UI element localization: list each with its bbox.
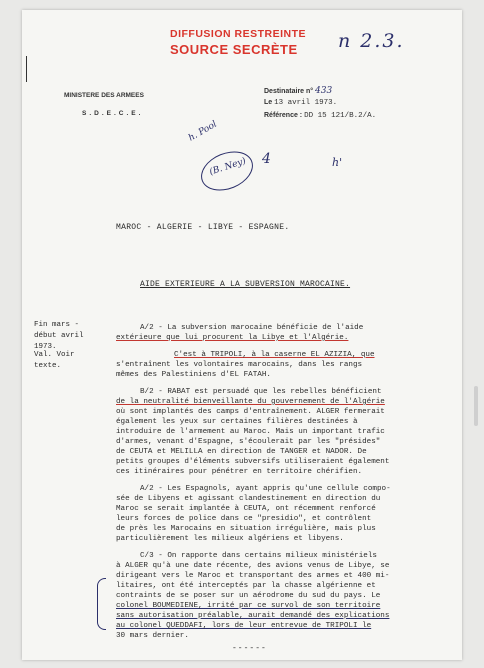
margin-date-line: début avril [34, 332, 84, 340]
underlined-line: extérieure que lui procurent la Libye et l'Algérie. [116, 334, 349, 342]
margin-valuation [34, 350, 75, 372]
date-prefix: Le [264, 99, 273, 106]
body-line: mêmes des Palestiniens d'EL FATAH. [116, 371, 271, 379]
subject-line: MAROC - ALGERIE - LIBYE - ESPAGNE. [116, 223, 290, 232]
body-line [116, 611, 389, 621]
margin-mark [26, 56, 27, 82]
body-line: B/2 - RABAT est persuadé que les rebelles bénéficient [140, 388, 382, 396]
underlined-line: au colonel QUEDDAFI, lors de leur entrevue de TRIPOLI le [116, 622, 372, 630]
body-line: d'armes, venant d'Espagne, s'écoulerait par les "présides" [116, 438, 381, 446]
reference-value: DD 15 121/B.2/A. [304, 112, 377, 120]
body-line: Maroc se serait implantée à CEUTA, ont récemment renforcé [116, 505, 376, 513]
body-line: 30 mars dernier. [116, 632, 189, 640]
body-line: particulièrement les milieux algériens et libyens. [116, 535, 344, 543]
body-line: de CEUTA et MELILLA en direction de TANGER et NADOR. De [116, 448, 367, 456]
body-line: à ALGER qu'à une date récente, des avions venus de Libye, se [116, 562, 390, 570]
body-line: A/2 - Les Espagnols, ayant appris qu'une cellule compo- [140, 485, 391, 493]
body-line: leurs forces de police dans ce "presidio", et contrôlent [116, 515, 372, 523]
underlined-line: colonel BOUMEDIENE, irrité par ce survol de son territoire [116, 602, 381, 610]
underlined-line: de la neutralité bienveillante du gouvernement de l'Algérie [116, 398, 385, 406]
destinataire-label: Destinataire n° [264, 88, 314, 95]
body-line: C/3 - On rapporte dans certains milieux ministériels [140, 552, 377, 560]
handwritten-reference: n 2.3. [338, 30, 405, 52]
body-line [116, 621, 371, 631]
body-line: s'entraînent les volontaires marocains, dans les rangs [116, 361, 363, 369]
handwritten-note-1: h. Pool [187, 119, 219, 144]
scrollbar-thumb[interactable] [474, 386, 478, 426]
body-line: contraints de se poser sur un aérodrome du sud du pays. Le [116, 592, 381, 600]
body-line: également les yeux sur certaines filières destinées à [116, 418, 358, 426]
date-value: 13 avril 1973. [274, 99, 338, 107]
body-line: de près les Marocains en situation irrégulière, mais plus [116, 525, 376, 533]
underlined-line: C'est à TRIPOLI, à la caserne EL AZIZIA, que [174, 351, 375, 359]
closing-dashes: ------ [232, 644, 267, 653]
body-line: A/2 - La subversion marocaine bénéficie de l'aide [140, 324, 364, 332]
body-line [116, 601, 380, 611]
margin-date-line: 1973. [34, 343, 57, 351]
margin-date [34, 320, 84, 353]
body-line [174, 350, 375, 360]
margin-val-line: Val. Voir [34, 351, 75, 359]
source-stamp: SOURCE SECRÈTE [170, 42, 298, 57]
reference-label: Référence : [264, 112, 303, 119]
service-name: S.D.E.C.E. [82, 110, 144, 117]
handwritten-note-2: (B. Ney) [208, 156, 248, 178]
body-line: où sont implantés des camps d'entraînement. ALGER fermerait [116, 408, 385, 416]
date-line [264, 99, 337, 107]
underlined-line: sans autorisation préalable, aurait demandé des explications [116, 612, 390, 620]
destinataire-line [264, 86, 332, 96]
document-heading: AIDE EXTERIEURE A LA SUBVERSION MAROCAINE. [140, 280, 351, 289]
body-line: introduire de l'armement au Maroc. Mais un important trafic [116, 428, 385, 436]
body-line [116, 397, 385, 407]
handwritten-note-4: h' [332, 156, 343, 169]
body-line [116, 333, 348, 343]
classification-stamp: DIFFUSION RESTREINTE [170, 28, 307, 40]
ministry-name: MINISTERE DES ARMEES [64, 92, 144, 99]
body-line: litaires, ont été interceptés par la chasse algérienne et [116, 582, 376, 590]
handwritten-note-3: 4 [262, 151, 271, 167]
destinataire-value: 433 [315, 86, 333, 96]
margin-val-line: texte. [34, 362, 62, 370]
handwritten-bracket [97, 578, 106, 630]
reference-line [264, 112, 376, 120]
body-line: sée de Libyens et agissant clandestinement en direction du [116, 495, 381, 503]
margin-date-line: Fin mars - [34, 321, 80, 329]
body-line: dirigeant vers le Maroc et transportant des armes et 400 mi- [116, 572, 390, 580]
body-line: ces itinéraires pour pénétrer en territoire chérifien. [116, 468, 363, 476]
body-line: petits groupes d'éléments subversifs utiliseraient également [116, 458, 390, 466]
document-page [22, 10, 462, 660]
